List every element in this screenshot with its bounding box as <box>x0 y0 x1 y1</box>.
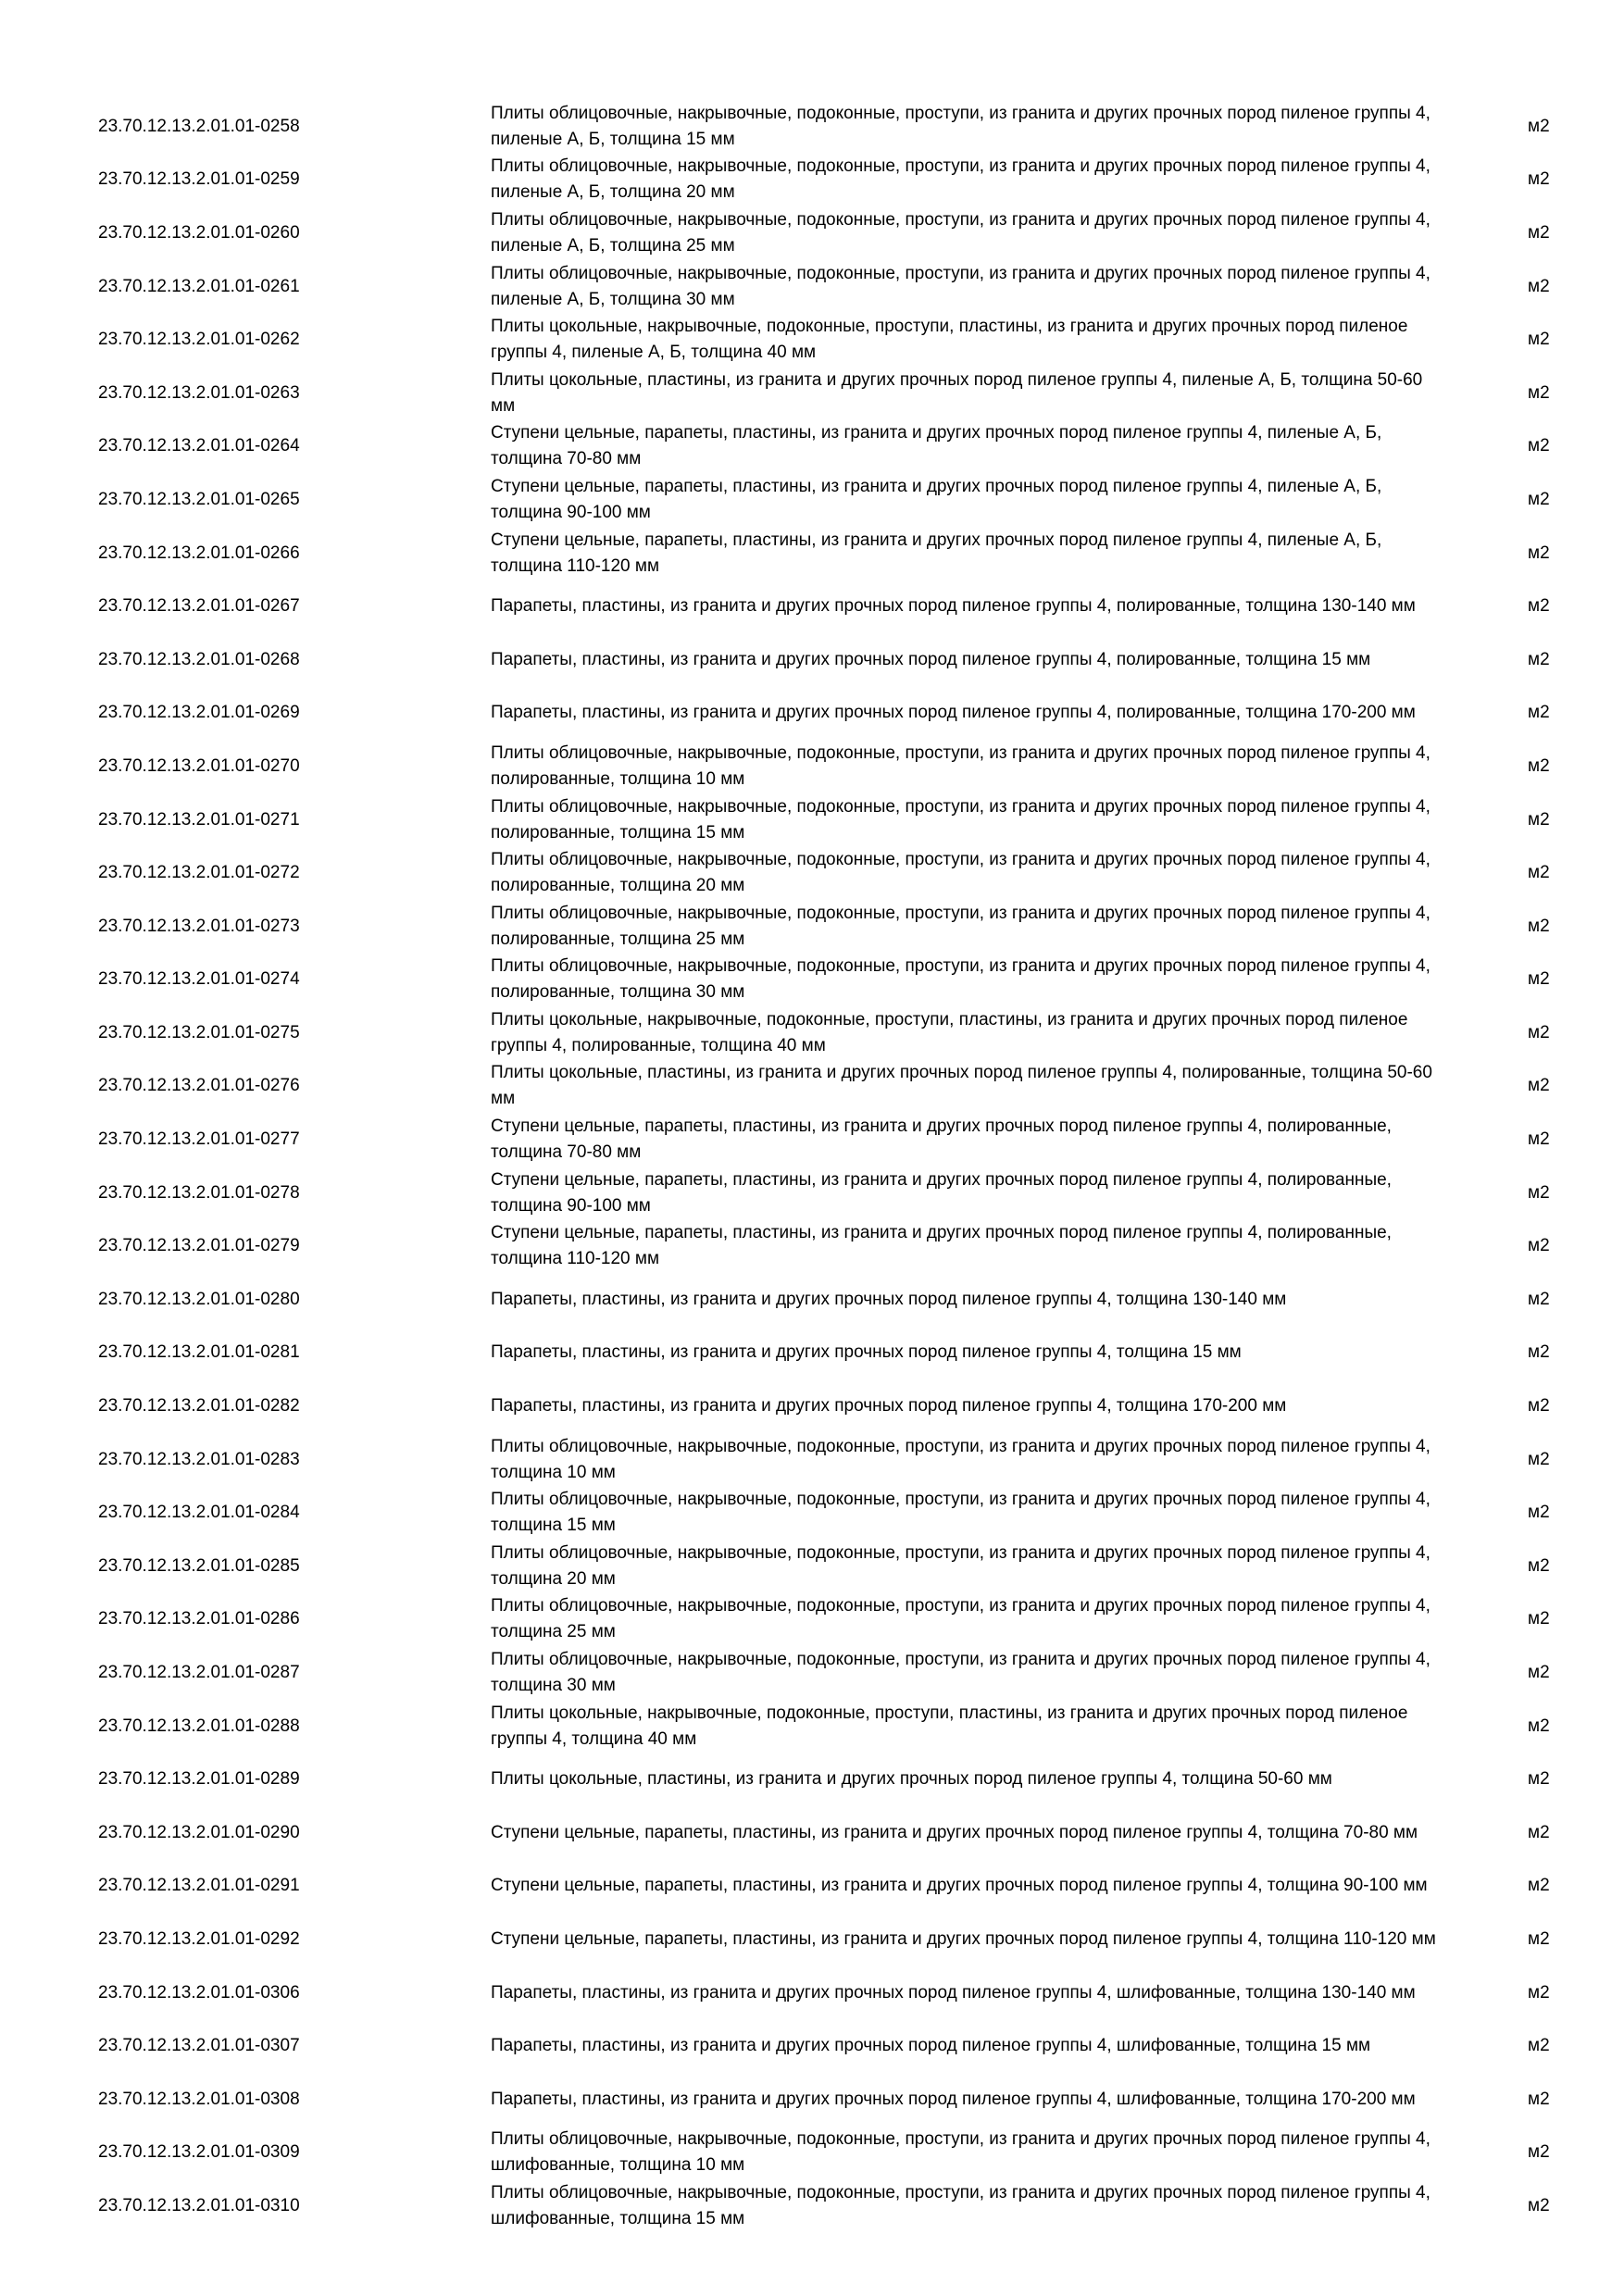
unit-of-measure: м2 <box>1528 1076 1550 1096</box>
resource-description: Парапеты, пластины, из гранита и других прочных пород пиленое группы 4, шлифованные, толщина 15 мм <box>491 2036 1371 2056</box>
unit-of-measure: м2 <box>1528 2036 1550 2056</box>
table-row <box>0 1433 1624 1487</box>
resource-code: 23.70.12.13.2.01.01-0282 <box>98 1396 300 1416</box>
unit-of-measure: м2 <box>1528 382 1550 403</box>
price-list-table <box>0 100 1624 2233</box>
table-row <box>0 954 1624 1007</box>
resource-description: Ступени цельные, парапеты, пластины, из гранита и других прочных пород пиленое группы 4, пиленые А, Б, толщина 70-80 мм <box>491 423 1382 469</box>
resource-description: Плиты облицовочные, накрывочные, подоконные, проступи, из гранита и других прочных пород пиленое группы 4, полированные, толщина 25 мм <box>491 903 1430 949</box>
unit-of-measure: м2 <box>1528 649 1550 669</box>
resource-code: 23.70.12.13.2.01.01-0310 <box>98 2195 300 2215</box>
resource-code: 23.70.12.13.2.01.01-0269 <box>98 703 300 723</box>
resource-description: Плиты цокольные, пластины, из гранита и других прочных пород пиленое группы 4, пиленые А, Б, толщина 50-60 мм <box>491 369 1423 416</box>
table-row <box>0 633 1624 687</box>
resource-description: Плиты цокольные, накрывочные, подоконные, проступи, пластины, из гранита и других прочных пород пиленое группы 4, полированные, толщина 40 мм <box>491 1009 1408 1055</box>
resource-code: 23.70.12.13.2.01.01-0277 <box>98 1129 300 1150</box>
resource-code: 23.70.12.13.2.01.01-0263 <box>98 382 300 403</box>
resource-code: 23.70.12.13.2.01.01-0265 <box>98 489 300 509</box>
resource-code: 23.70.12.13.2.01.01-0306 <box>98 1982 300 2003</box>
resource-code: 23.70.12.13.2.01.01-0307 <box>98 2036 300 2056</box>
unit-of-measure: м2 <box>1528 2195 1550 2215</box>
table-row <box>0 2127 1624 2180</box>
resource-code: 23.70.12.13.2.01.01-0270 <box>98 755 300 776</box>
resource-description: Плиты облицовочные, накрывочные, подоконные, проступи, из гранита и других прочных пород пиленое группы 4, толщина 15 мм <box>491 1490 1430 1536</box>
resource-description: Плиты облицовочные, накрывочные, подоконные, проступи, из гранита и других прочных пород пиленое группы 4, пиленые А, Б, толщина 25 мм <box>491 209 1430 256</box>
table-row <box>0 420 1624 474</box>
table-row <box>0 206 1624 260</box>
unit-of-measure: м2 <box>1528 755 1550 776</box>
resource-description: Плиты облицовочные, накрывочные, подоконные, проступи, из гранита и других прочных пород пиленое группы 4, толщина 25 мм <box>491 1596 1430 1642</box>
table-row <box>0 793 1624 847</box>
unit-of-measure: м2 <box>1528 2089 1550 2109</box>
resource-code: 23.70.12.13.2.01.01-0291 <box>98 1876 300 1896</box>
resource-code: 23.70.12.13.2.01.01-0262 <box>98 330 300 350</box>
unit-of-measure: м2 <box>1528 1928 1550 1949</box>
resource-code: 23.70.12.13.2.01.01-0275 <box>98 1022 300 1042</box>
resource-code: 23.70.12.13.2.01.01-0281 <box>98 1342 300 1363</box>
table-row <box>0 1327 1624 1380</box>
unit-of-measure: м2 <box>1528 276 1550 296</box>
resource-description: Плиты облицовочные, накрывочные, подоконные, проступи, из гранита и других прочных пород пиленое группы 4, полированные, толщина 15 мм <box>491 796 1430 842</box>
table-row <box>0 846 1624 900</box>
resource-code: 23.70.12.13.2.01.01-0284 <box>98 1503 300 1523</box>
resource-code: 23.70.12.13.2.01.01-0273 <box>98 916 300 936</box>
resource-description: Парапеты, пластины, из гранита и других прочных пород пиленое группы 4, полированные, толщина 130-140 мм <box>491 596 1416 617</box>
table-row <box>0 313 1624 367</box>
resource-description: Плиты облицовочные, накрывочные, подоконные, проступи, из гранита и других прочных пород пиленое группы 4, толщина 10 мм <box>491 1436 1430 1482</box>
unit-of-measure: м2 <box>1528 1289 1550 1309</box>
unit-of-measure: м2 <box>1528 1822 1550 1842</box>
table-row <box>0 527 1624 580</box>
table-row <box>0 687 1624 741</box>
unit-of-measure: м2 <box>1528 1876 1550 1896</box>
table-row <box>0 580 1624 633</box>
resource-description: Плиты облицовочные, накрывочные, подоконные, проступи, из гранита и других прочных пород пиленое группы 4, толщина 20 мм <box>491 1542 1430 1589</box>
table-row <box>0 154 1624 207</box>
resource-description: Плиты облицовочные, накрывочные, подоконные, проступи, из гранита и других прочных пород пиленое группы 4, шлифованные, толщина 10 мм <box>491 2129 1430 2176</box>
unit-of-measure: м2 <box>1528 703 1550 723</box>
unit-of-measure: м2 <box>1528 1342 1550 1363</box>
resource-code: 23.70.12.13.2.01.01-0260 <box>98 222 300 243</box>
resource-description: Ступени цельные, парапеты, пластины, из гранита и других прочных пород пиленое группы 4, пиленые А, Б, толщина 110-120 мм <box>491 530 1382 576</box>
unit-of-measure: м2 <box>1528 436 1550 456</box>
resource-code: 23.70.12.13.2.01.01-0266 <box>98 543 300 563</box>
table-row <box>0 2019 1624 2073</box>
resource-description: Плиты облицовочные, накрывочные, подоконные, проступи, из гранита и других прочных пород пиленое группы 4, полированные, толщина 20 мм <box>491 850 1430 896</box>
table-row <box>0 100 1624 154</box>
table-row <box>0 1646 1624 1700</box>
resource-code: 23.70.12.13.2.01.01-0280 <box>98 1289 300 1309</box>
resource-code: 23.70.12.13.2.01.01-0268 <box>98 649 300 669</box>
table-row <box>0 1806 1624 1860</box>
unit-of-measure: м2 <box>1528 1982 1550 2003</box>
table-row <box>0 367 1624 420</box>
table-row <box>0 1006 1624 1060</box>
resource-code: 23.70.12.13.2.01.01-0259 <box>98 169 300 190</box>
resource-description: Плиты облицовочные, накрывочные, подоконные, проступи, из гранита и других прочных пород пиленое группы 4, полированные, толщина 30 мм <box>491 956 1430 1003</box>
unit-of-measure: м2 <box>1528 969 1550 990</box>
resource-description: Парапеты, пластины, из гранита и других прочных пород пиленое группы 4, шлифованные, толщина 170-200 мм <box>491 2089 1416 2109</box>
unit-of-measure: м2 <box>1528 2142 1550 2163</box>
unit-of-measure: м2 <box>1528 1022 1550 1042</box>
resource-description: Плиты облицовочные, накрывочные, подоконные, проступи, из гранита и других прочных пород пиленое группы 4, шлифованные, толщина 15 мм <box>491 2182 1430 2228</box>
resource-description: Парапеты, пластины, из гранита и других прочных пород пиленое группы 4, толщина 130-140 мм <box>491 1289 1287 1309</box>
resource-code: 23.70.12.13.2.01.01-0261 <box>98 276 300 296</box>
table-row <box>0 1219 1624 1273</box>
table-row <box>0 1113 1624 1167</box>
resource-description: Ступени цельные, парапеты, пластины, из гранита и других прочных пород пиленое группы 4, полированные, толщина 110-120 мм <box>491 1223 1392 1269</box>
table-row <box>0 900 1624 954</box>
table-row <box>0 1167 1624 1220</box>
resource-description: Парапеты, пластины, из гранита и других прочных пород пиленое группы 4, толщина 15 мм <box>491 1342 1242 1363</box>
unit-of-measure: м2 <box>1528 222 1550 243</box>
resource-description: Ступени цельные, парапеты, пластины, из гранита и других прочных пород пиленое группы 4, толщина 110-120 мм <box>491 1928 1436 1949</box>
table-row <box>0 1753 1624 1806</box>
table-row <box>0 1966 1624 2020</box>
resource-description: Плиты облицовочные, накрывочные, подоконные, проступи, из гранита и других прочных пород пиленое группы 4, толщина 30 мм <box>491 1650 1430 1696</box>
table-row <box>0 1060 1624 1114</box>
resource-description: Парапеты, пластины, из гранита и других прочных пород пиленое группы 4, толщина 170-200 мм <box>491 1396 1287 1416</box>
resource-description: Плиты облицовочные, накрывочные, подоконные, проступи, из гранита и других прочных пород пиленое группы 4, пиленые А, Б, толщина 15 мм <box>491 103 1430 149</box>
unit-of-measure: м2 <box>1528 916 1550 936</box>
table-row <box>0 260 1624 314</box>
resource-description: Парапеты, пластины, из гранита и других прочных пород пиленое группы 4, полированные, толщина 15 мм <box>491 649 1371 669</box>
unit-of-measure: м2 <box>1528 863 1550 883</box>
unit-of-measure: м2 <box>1528 1396 1550 1416</box>
resource-description: Плиты цокольные, пластины, из гранита и других прочных пород пиленое группы 4, полированные, толщина 50-60 мм <box>491 1063 1432 1109</box>
resource-description: Плиты цокольные, пластины, из гранита и других прочных пород пиленое группы 4, толщина 50-60 мм <box>491 1769 1332 1790</box>
resource-code: 23.70.12.13.2.01.01-0285 <box>98 1555 300 1576</box>
resource-code: 23.70.12.13.2.01.01-0279 <box>98 1236 300 1256</box>
resource-code: 23.70.12.13.2.01.01-0308 <box>98 2089 300 2109</box>
resource-code: 23.70.12.13.2.01.01-0287 <box>98 1663 300 1683</box>
unit-of-measure: м2 <box>1528 1769 1550 1790</box>
table-row <box>0 2073 1624 2127</box>
resource-code: 23.70.12.13.2.01.01-0274 <box>98 969 300 990</box>
unit-of-measure: м2 <box>1528 489 1550 509</box>
resource-code: 23.70.12.13.2.01.01-0292 <box>98 1928 300 1949</box>
resource-description: Плиты облицовочные, накрывочные, подоконные, проступи, из гранита и других прочных пород пиленое группы 4, пиленые А, Б, толщина 20 мм <box>491 156 1430 203</box>
unit-of-measure: м2 <box>1528 1129 1550 1150</box>
resource-code: 23.70.12.13.2.01.01-0267 <box>98 596 300 617</box>
resource-description: Плиты цокольные, накрывочные, подоконные, проступи, пластины, из гранита и других прочных пород пиленое группы 4, толщина 40 мм <box>491 1703 1408 1749</box>
table-row <box>0 1273 1624 1327</box>
resource-description: Ступени цельные, парапеты, пластины, из гранита и других прочных пород пиленое группы 4, полированные, толщина 90-100 мм <box>491 1169 1392 1216</box>
unit-of-measure: м2 <box>1528 1609 1550 1629</box>
resource-code: 23.70.12.13.2.01.01-0271 <box>98 809 300 830</box>
resource-description: Ступени цельные, парапеты, пластины, из гранита и других прочных пород пиленое группы 4, пиленые А, Б, толщина 90-100 мм <box>491 476 1382 522</box>
unit-of-measure: м2 <box>1528 1182 1550 1203</box>
resource-description: Плиты цокольные, накрывочные, подоконные, проступи, пластины, из гранита и других прочных пород пиленое группы 4, пиленые А, Б, толщина 40 мм <box>491 317 1408 363</box>
resource-code: 23.70.12.13.2.01.01-0288 <box>98 1716 300 1736</box>
table-row <box>0 740 1624 793</box>
unit-of-measure: м2 <box>1528 116 1550 136</box>
resource-description: Ступени цельные, парапеты, пластины, из гранита и других прочных пород пиленое группы 4, толщина 90-100 мм <box>491 1876 1428 1896</box>
unit-of-measure: м2 <box>1528 1663 1550 1683</box>
resource-code: 23.70.12.13.2.01.01-0309 <box>98 2142 300 2163</box>
unit-of-measure: м2 <box>1528 809 1550 830</box>
resource-code: 23.70.12.13.2.01.01-0290 <box>98 1822 300 1842</box>
table-row <box>0 1860 1624 1914</box>
resource-code: 23.70.12.13.2.01.01-0258 <box>98 116 300 136</box>
resource-description: Плиты облицовочные, накрывочные, подоконные, проступи, из гранита и других прочных пород пиленое группы 4, пиленые А, Б, толщина 30 мм <box>491 263 1430 309</box>
resource-code: 23.70.12.13.2.01.01-0286 <box>98 1609 300 1629</box>
unit-of-measure: м2 <box>1528 169 1550 190</box>
resource-description: Ступени цельные, парапеты, пластины, из гранита и других прочных пород пиленое группы 4, толщина 70-80 мм <box>491 1822 1418 1842</box>
table-row <box>0 1486 1624 1540</box>
resource-code: 23.70.12.13.2.01.01-0276 <box>98 1076 300 1096</box>
unit-of-measure: м2 <box>1528 1503 1550 1523</box>
table-row <box>0 2179 1624 2233</box>
resource-description: Парапеты, пластины, из гранита и других прочных пород пиленое группы 4, полированные, толщина 170-200 мм <box>491 703 1416 723</box>
table-row <box>0 473 1624 527</box>
unit-of-measure: м2 <box>1528 1236 1550 1256</box>
unit-of-measure: м2 <box>1528 330 1550 350</box>
resource-code: 23.70.12.13.2.01.01-0272 <box>98 863 300 883</box>
unit-of-measure: м2 <box>1528 543 1550 563</box>
resource-description: Плиты облицовочные, накрывочные, подоконные, проступи, из гранита и других прочных пород пиленое группы 4, полированные, толщина 10 мм <box>491 742 1430 789</box>
unit-of-measure: м2 <box>1528 1449 1550 1469</box>
resource-description: Парапеты, пластины, из гранита и других прочных пород пиленое группы 4, шлифованные, толщина 130-140 мм <box>491 1982 1416 2003</box>
table-row <box>0 1593 1624 1647</box>
table-row <box>0 1379 1624 1433</box>
resource-code: 23.70.12.13.2.01.01-0283 <box>98 1449 300 1469</box>
resource-description: Ступени цельные, парапеты, пластины, из гранита и других прочных пород пиленое группы 4, полированные, толщина 70-80 мм <box>491 1117 1392 1163</box>
table-row <box>0 1540 1624 1593</box>
resource-code: 23.70.12.13.2.01.01-0278 <box>98 1182 300 1203</box>
unit-of-measure: м2 <box>1528 596 1550 617</box>
resource-code: 23.70.12.13.2.01.01-0289 <box>98 1769 300 1790</box>
unit-of-measure: м2 <box>1528 1555 1550 1576</box>
resource-code: 23.70.12.13.2.01.01-0264 <box>98 436 300 456</box>
table-row <box>0 1913 1624 1966</box>
table-row <box>0 1700 1624 1753</box>
unit-of-measure: м2 <box>1528 1716 1550 1736</box>
